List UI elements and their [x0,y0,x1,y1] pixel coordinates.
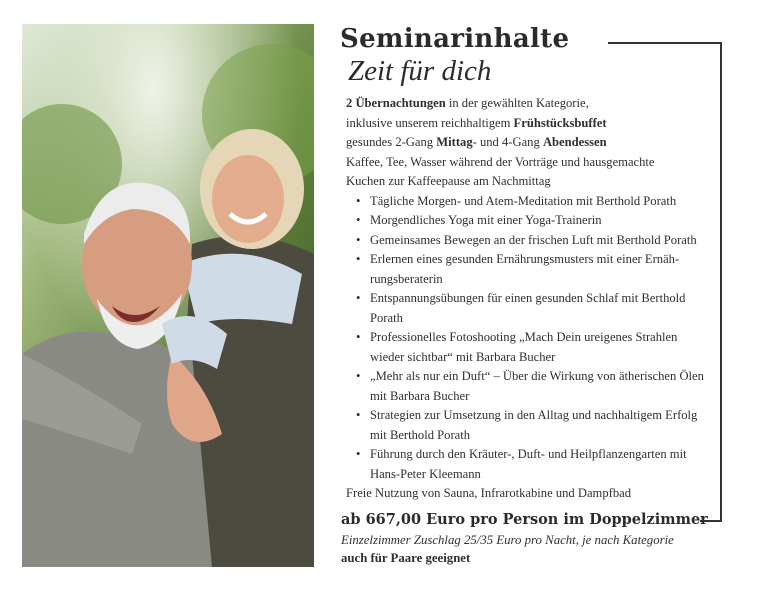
program-item-line: • „Mehr als nur ein Duft“ – Über die Wirkung von ätherischen Ölen [370,369,704,383]
program-list-item [346,367,730,406]
program-item-line: mit Barbara Bucher [370,388,470,403]
intro-line-breakfast: inklusive unserem reichhaltigem Frühstücksbuffet [346,115,607,130]
program-list-item [346,250,730,289]
page-subtitle: Zeit für dich [348,55,492,87]
wellness-line: Freie Nutzung von Sauna, Infrarotkabine und Dampfbad [346,486,632,500]
program-item-line: • Entspannungsübungen für einen gesunden Schlaf mit Berthold [370,291,686,305]
program-item-line: • Erlernen eines gesunden Ernährungsmusters mit einer Ernäh- [370,252,680,266]
program-item-line: wieder sichtbar“ mit Barbara Bucher [370,349,556,364]
intro-line-cake: Kuchen zur Kaffeepause am Nachmittag [346,174,551,188]
program-item-line: • Tägliche Morgen- und Atem-Meditation mit Berthold Porath [370,193,677,208]
program-list-item [346,445,730,484]
program-item-line: • Strategien zur Umsetzung in den Alltag und nachhaltigem Erfolg [370,408,698,422]
program-list [346,192,730,485]
couple-photo-illustration [22,24,314,567]
seminar-details [346,94,730,504]
program-item-line: • Professionelles Fotoshooting „Mach Dein ureigenes Strahlen [370,330,678,344]
program-list-item [346,289,730,328]
program-item-line: • Gemeinsames Bewegen an der frischen Luft mit Berthold Porath [370,232,697,247]
program-list-item [346,231,730,251]
intro-line-drinks: Kaffee, Tee, Wasser während der Vorträge und hausgemachte [346,154,655,169]
program-list-item [346,406,730,445]
intro-line-overnight: 2 Übernachtungen in der gewählten Kategorie, [346,96,589,110]
program-item-line: mit Berthold Porath [370,427,471,442]
couples-line: auch für Paare geeignet [341,551,471,565]
surcharge-line: Einzelzimmer Zuschlag 25/35 Euro pro Nacht, je nach Kategorie [341,533,674,547]
program-item-line: Porath [370,310,403,325]
program-item-line: Hans-Peter Kleemann [370,466,481,481]
program-item-line: • Morgendliches Yoga mit einer Yoga-Trainerin [370,213,602,227]
page-title: Seminarinhalte [340,24,570,54]
intro-line-meals: gesundes 2-Gang Mittag- und 4-Gang Abendessen [346,135,607,149]
seminar-content [340,22,730,504]
price-line: ab 667,00 Euro pro Person im Doppelzimmer [341,511,708,528]
program-list-item [346,211,730,231]
program-list-item [346,192,730,212]
hero-photo [22,24,314,567]
program-item-line: • Führung durch den Kräuter-, Duft- und Heilpflanzengarten mit [370,447,687,461]
program-item-line: rungsberaterin [370,271,443,286]
program-list-item [346,328,730,367]
